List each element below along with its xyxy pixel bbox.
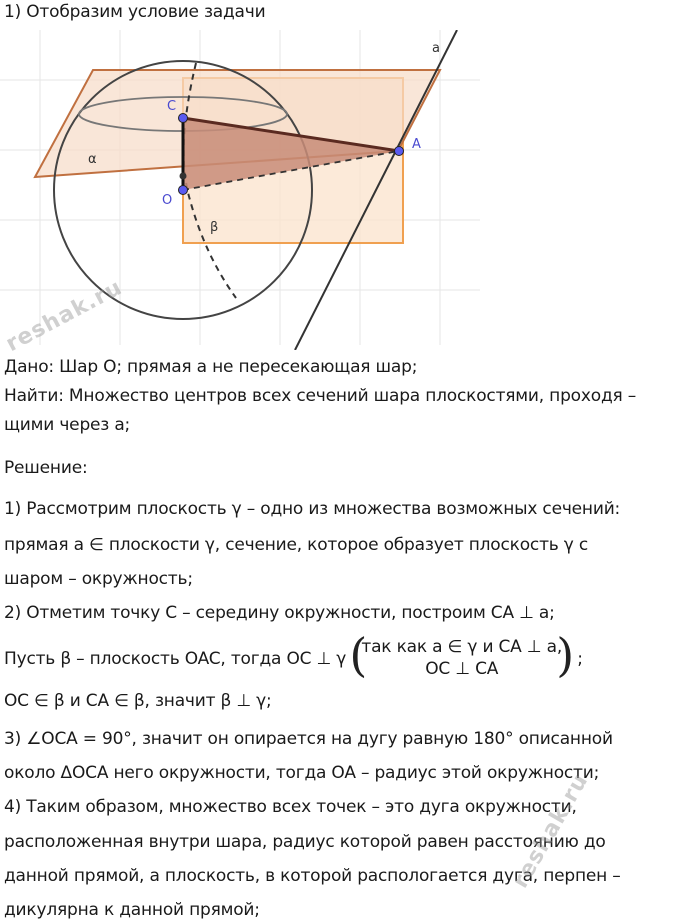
given-line: Дано: Шар O; прямая a не пересекающая шар; — [4, 357, 418, 377]
point-c — [179, 114, 188, 123]
point-o — [179, 186, 188, 195]
step1-line-1: 1) Рассмотрим плоскость γ – одно из множества возможных сечений: — [4, 499, 621, 519]
step4-line-3: данной прямой, а плоскость, в которой распологается дуга, перпен – — [4, 866, 621, 886]
task-heading: 1) Отобразим условие задачи — [4, 2, 266, 22]
step4-line-1: 4) Таким образом, множество всех точек – это дуга окружности, — [4, 797, 577, 817]
label-beta: β — [210, 220, 219, 235]
label-a-point: A — [412, 137, 421, 152]
watermark-right: reshak.ru — [508, 769, 594, 893]
step4-line-4: дикулярна к данной прямой; — [4, 900, 260, 920]
step4-line-2: расположенная внутри шара, радиус которой равен расстоянию до — [4, 832, 606, 852]
label-c: C — [167, 99, 177, 114]
step3-line-2: около ΔOCA него окружности, тогда OA – радиус этой окружности; — [4, 763, 600, 783]
find-line-1: Найти: Множество центров всех сечений шара плоскостями, проходя – — [4, 386, 637, 406]
point-a — [395, 147, 404, 156]
label-alpha: α — [88, 152, 97, 167]
condition-bracket: ( так как a ∈ γ и CA ⊥ a, OC ⊥ CA ) — [349, 628, 575, 682]
condition-bottom: OC ⊥ CA — [425, 659, 499, 679]
point-mid — [180, 173, 187, 180]
step2-line-1: 2) Отметим точку C – середину окружности, построим CA ⊥ a; — [4, 603, 555, 623]
condition-end: ; — [577, 649, 583, 669]
step2-line-3: OC ∈ β и CA ∈ β, значит β ⊥ γ; — [4, 691, 272, 711]
step1-line-3: шаром – окружность; — [4, 569, 193, 589]
condition-top: так как a ∈ γ и CA ⊥ a, — [361, 637, 563, 657]
label-o: O — [162, 193, 173, 208]
find-line-2: щими через a; — [4, 415, 131, 435]
step2-line-2 — [4, 628, 583, 686]
step2-line-2-left: Пусть β – плоскость OAC, тогда OC ⊥ γ — [4, 649, 347, 669]
step1-line-2: прямая a ∈ плоскости γ, сечение, которое образует плоскость γ с — [4, 535, 589, 555]
label-a: a — [432, 41, 440, 56]
watermark-left: reshak.ru — [2, 274, 127, 358]
step3-line-1: 3) ∠OCA = 90°, значит он опирается на дугу равную 180° описанной — [4, 729, 613, 749]
solution-heading: Решение: — [4, 458, 88, 478]
